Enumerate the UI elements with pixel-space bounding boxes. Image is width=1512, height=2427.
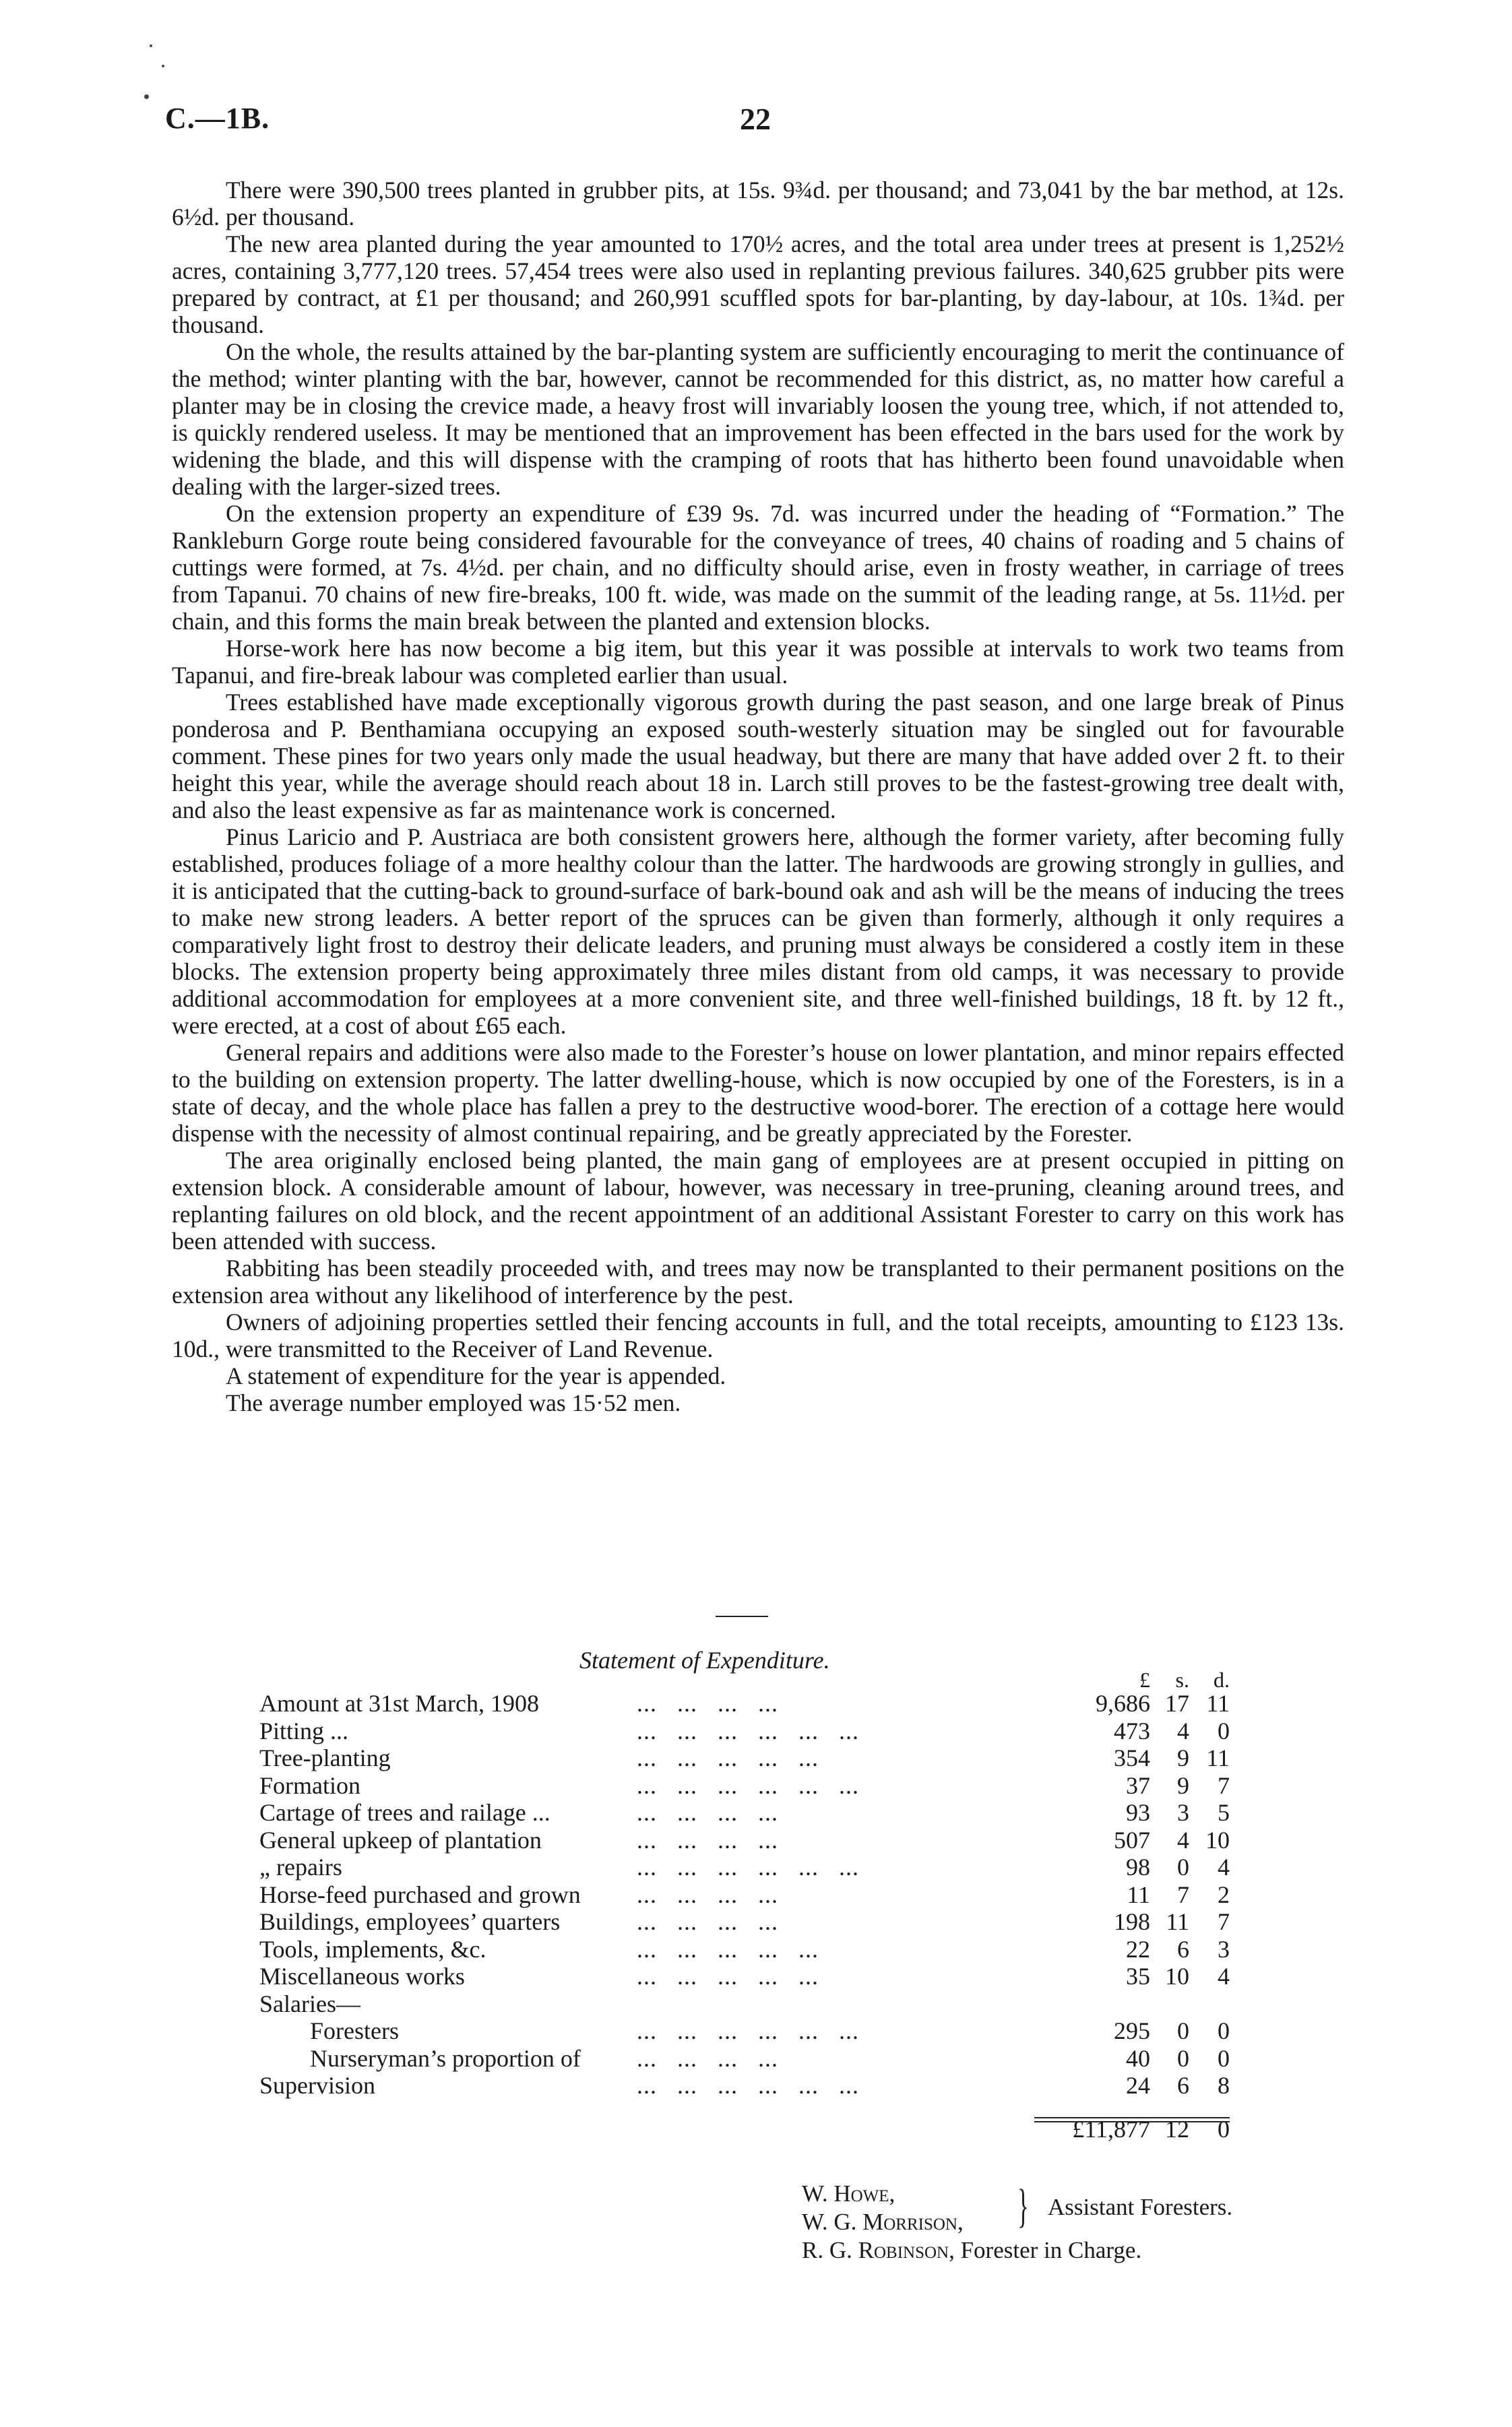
- statement-row-leader-dots: ... ... ... ... ... ...: [637, 1771, 859, 1799]
- statement-row: [259, 1963, 1230, 1990]
- parliamentary-reference: C.—1B.: [165, 102, 270, 135]
- statement-row: [259, 2017, 1230, 2045]
- statement-row-amount: [1028, 1744, 1230, 1772]
- print-speck: [162, 65, 164, 67]
- statement-row-amount: [1028, 1799, 1230, 1827]
- paragraph-horse-work: Horse-work here has now become a big item, but this year it was possible at intervals to work two teams from Tapanui, and fire-break labour was completed earlier than usual.: [172, 635, 1344, 689]
- amount-pounds: 198: [1114, 1908, 1150, 1935]
- paragraph-statement-note: A statement of expenditure for the year is appended.: [226, 1362, 726, 1389]
- paragraph-pinus-laricio: Pinus Laricio and P. Austriaca are both consistent growers here, although the former variety, after becoming fully established, produces foliage of a more healthy colour than the latter. The hardwoods are growing strongly in gullies, and it is anticipated that the cutting-back to ground-surface of bark-bound oak and ash will be the means of inducing the trees to make new strong leaders. A better report of the spruces can be given than formerly, although it only requires a comparatively light frost to destroy their delicate leaders, and pruning must always be considered a costly item in these blocks. The extension property being approximately three miles distant from old camps, it was necessary to provide additional accommodation for employees at a more convenient site, and three well-finished buildings, 18 ft. by 12 ft., were erected, at a cost of about £65 each.: [172, 823, 1344, 1039]
- expenditure-statement: [259, 1670, 1230, 2143]
- statement-rows: [259, 1690, 1230, 2100]
- statement-row: [259, 1744, 1230, 1772]
- statement-row-amount: [1028, 1854, 1230, 1881]
- amount-pounds: 22: [1126, 1935, 1150, 1963]
- statement-title: Statement of Expenditure.: [579, 1647, 830, 1674]
- amount-shillings: 0: [1177, 2044, 1189, 2072]
- amount-pence: 8: [1218, 2072, 1230, 2099]
- total-shillings: 12: [1165, 2115, 1189, 2143]
- statement-row-leader-dots: ... ... ... ...: [637, 1908, 778, 1935]
- paragraph-repairs: General repairs and additions were also made to the Forester’s house on lower plantation, and minor repairs effected to the building on extension property. The latter dwelling-house, which is now occupied by one of the Foresters, is in a state of decay, and the whole place has fallen a prey to the destructive wood-borer. The erection of a cottage here would dispense with the necessity of almost continual repairing, and be greatly appreciated by the Forester.: [172, 1039, 1344, 1147]
- statement-row-amount: [1028, 1990, 1230, 2018]
- amount-pence: 5: [1218, 1799, 1230, 1826]
- statement-row-amount: [1028, 2045, 1230, 2073]
- statement-row-label: Supervision: [259, 2072, 376, 2099]
- statement-row: [259, 1717, 1230, 1745]
- amount-pence: 7: [1218, 1908, 1230, 1935]
- signatory-robinson: R. G. Robinson,: [802, 2237, 955, 2263]
- statement-row-leader-dots: ... ... ... ...: [637, 1690, 778, 1717]
- paragraph-new-area: The new area planted during the year amounted to 170½ acres, and the total area under trees at present is 1,252½ acres, containing 3,777,120 trees. 57,454 trees were also used in replanting previous failures. 340,625 grubber pits were prepared by contract, at £1 per thousand; and 260,991 scuffled spots for bar-planting, by day-labour, at 10s. 1¾d. per thousand.: [172, 230, 1344, 338]
- amount-shillings: 7: [1177, 1881, 1189, 1908]
- statement-row-leader-dots: ... ... ... ... ... ...: [637, 2017, 859, 2044]
- amount-pence: 0: [1218, 2017, 1230, 2044]
- amount-shillings: 17: [1165, 1690, 1189, 1717]
- paragraph-employees: The average number employed was 15·52 men.: [226, 1389, 681, 1416]
- statement-row-leader-dots: ... ... ... ... ...: [637, 1963, 819, 1990]
- statement-row-label: Nurseryman’s proportion of: [310, 2044, 581, 2072]
- statement-row: [259, 1908, 1230, 1936]
- amount-shillings: 11: [1166, 1908, 1189, 1935]
- statement-row-leader-dots: ... ... ... ... ...: [637, 1744, 819, 1771]
- total-rule-upper: [1034, 2117, 1230, 2118]
- amount-pounds: 93: [1126, 1799, 1150, 1826]
- amount-pounds: 24: [1126, 2072, 1150, 2099]
- amount-pence: 7: [1218, 1771, 1230, 1799]
- pounds-header: £: [1139, 1668, 1150, 1692]
- pence-header: d.: [1214, 1668, 1230, 1692]
- statement-row-label: Foresters: [310, 2017, 399, 2044]
- paragraph-trees-planted: There were 390,500 trees planted in grubber pits, at 15s. 9¾d. per thousand; and 73,041 by the bar method, at 12s. 6½d. per thousand.: [172, 177, 1344, 230]
- statement-row-leader-dots: ... ... ... ... ... ...: [637, 1717, 859, 1744]
- statement-row-leader-dots: ... ... ... ... ... ...: [637, 2072, 859, 2099]
- amount-pounds: 37: [1126, 1771, 1150, 1799]
- amount-pence: 4: [1218, 1963, 1230, 1990]
- statement-row: [259, 2045, 1230, 2073]
- statement-row-amount: [1028, 2072, 1230, 2100]
- amount-pence: 0: [1218, 1717, 1230, 1744]
- amount-pence: 11: [1206, 1744, 1230, 1771]
- amount-shillings: 9: [1177, 1744, 1189, 1771]
- amount-pounds: 295: [1114, 2017, 1150, 2044]
- paragraph-fencing: Owners of adjoining properties settled their fencing accounts in full, and the total receipts, amounting to £123 13s. 10d., were transmitted to the Receiver of Land Revenue.: [172, 1309, 1344, 1362]
- statement-row: [259, 1799, 1230, 1827]
- statement-row-leader-dots: ... ... ... ...: [637, 1799, 778, 1826]
- statement-row-amount: [1028, 1690, 1230, 1717]
- statement-row-amount: [1028, 1717, 1230, 1745]
- statement-row-label: Miscellaneous works: [259, 1963, 465, 1990]
- report-body: [172, 177, 1344, 1416]
- statement-row-label: Amount at 31st March, 1908: [259, 1690, 539, 1717]
- statement-row-amount: [1028, 1881, 1230, 1909]
- statement-row-label: „ repairs: [259, 1854, 342, 1881]
- paragraph-pitting: The area originally enclosed being planted, the main gang of employees are at present occupied in pitting on extension block. A considerable amount of labour, however, was necessary in tree-pruning, cleaning around trees, and replanting failures on old block, and the recent appointment of an additional Assistant Forester to carry on this work has been attended with success.: [172, 1147, 1344, 1255]
- statement-row-label: Horse-feed purchased and grown: [259, 1881, 581, 1908]
- statement-row-leader-dots: ... ... ... ...: [637, 1881, 778, 1908]
- section-divider: [716, 1616, 768, 1617]
- statement-row-leader-dots: ... ... ... ... ...: [637, 1935, 819, 1963]
- amount-pence: 11: [1206, 1690, 1230, 1717]
- amount-pence: 10: [1205, 1826, 1230, 1854]
- statement-row-amount: [1028, 1963, 1230, 1990]
- statement-row-label: Formation: [259, 1771, 360, 1799]
- statement-row-leader-dots: ... ... ... ...: [637, 1826, 778, 1854]
- statement-row-amount: [1028, 1936, 1230, 1963]
- statement-row-label: Salaries—: [259, 1990, 360, 2017]
- statement-row: [259, 1690, 1230, 1717]
- statement-row: [259, 1854, 1230, 1881]
- amount-shillings: 6: [1177, 2072, 1189, 2099]
- statement-row-label: General upkeep of plantation: [259, 1826, 542, 1854]
- amount-shillings: 3: [1177, 1799, 1189, 1826]
- amount-shillings: 4: [1177, 1826, 1189, 1854]
- statement-row-leader-dots: ... ... ... ... ... ...: [637, 1854, 859, 1881]
- signatory-robinson-line: [802, 2236, 1141, 2265]
- statement-column-headers: [259, 1670, 1230, 1690]
- statement-row: [259, 1990, 1230, 2018]
- total-rule-lower: [1034, 2121, 1230, 2122]
- amount-pounds: 9,686: [1096, 1690, 1150, 1717]
- amount-shillings: 10: [1165, 1963, 1189, 1990]
- statement-total-row: [259, 2116, 1230, 2143]
- amount-pence: 4: [1218, 1854, 1230, 1881]
- amount-shillings: 9: [1177, 1771, 1189, 1799]
- amount-pounds: 98: [1126, 1854, 1150, 1881]
- forester-role: Forester in Charge.: [960, 2237, 1142, 2263]
- amount-pence: 0: [1218, 2044, 1230, 2072]
- statement-row: [259, 1936, 1230, 1963]
- amount-shillings: 4: [1177, 1717, 1189, 1744]
- statement-row-label: Buildings, employees’ quarters: [259, 1908, 561, 1935]
- statement-row-amount: [1028, 1827, 1230, 1854]
- amount-pounds: 354: [1114, 1744, 1150, 1771]
- amount-shillings: 0: [1177, 1854, 1189, 1881]
- amount-pounds: 507: [1114, 1826, 1150, 1854]
- statement-row-leader-dots: ... ... ... ...: [637, 2044, 778, 2072]
- statement-row: [259, 1772, 1230, 1800]
- statement-row-amount: [1028, 1772, 1230, 1800]
- signatory-howe: W. Howe,: [802, 2180, 895, 2207]
- signature-brace: }: [1017, 2180, 1029, 2232]
- statement-row-label: Cartage of trees and railage ...: [259, 1799, 550, 1826]
- total-pounds: £11,877: [1072, 2115, 1150, 2143]
- amount-pounds: 35: [1126, 1963, 1150, 1990]
- paragraph-growth: Trees established have made exceptionally vigorous growth during the past season, and one large break of Pinus ponderosa and P. Benthamiana occupying an exposed south-westerly situation may be singled out for favourable comment. These pines for two years only made the usual headway, but there are many that have added over 2 ft. to their height this year, while the average should reach about 18 in. Larch still proves to be the fastest-growing tree dealt with, and also the least expensive as far as maintenance work is concerned.: [172, 689, 1344, 823]
- amount-pence: 2: [1218, 1881, 1230, 1908]
- amount-pence: 3: [1218, 1935, 1230, 1963]
- assistant-role: Assistant Foresters.: [1048, 2194, 1233, 2220]
- statement-row-amount: [1028, 2017, 1230, 2045]
- paragraph-extension-property: On the extension property an expenditure of £39 9s. 7d. was incurred under the heading of “Formation.” The Rankleburn Gorge route being considered favourable for the conveyance of trees, 40 chains of roading and 5 chains of cuttings were formed, at 7s. 4½d. per chain, and no difficulty should arise, even in frosty weather, in carriage of trees from Tapanui. 70 chains of new fire-breaks, 100 ft. wide, was made on the summit of the leading range, at 5s. 11½d. per chain, and this forms the main break between the planted and extension blocks.: [172, 500, 1344, 635]
- paragraph-bar-planting: On the whole, the results attained by the bar-planting system are sufficiently encouraging to merit the continuance of the method; winter planting with the bar, however, cannot be recommended for this district, as, no matter how careful a planter may be in closing the crevice made, a heavy frost will invariably loosen the young tree, which, if not attended to, is quickly rendered useless. It may be mentioned that an improvement has been effected in the bars used for the work by widening the blade, and this will dispense with the cramping of roots that has hitherto been found unavoidable when dealing with the larger-sized trees.: [172, 338, 1344, 500]
- amount-pounds: 11: [1127, 1881, 1150, 1908]
- statement-row-label: Tools, implements, &c.: [259, 1935, 486, 1963]
- statement-row: [259, 2072, 1230, 2100]
- total-pence: 0: [1218, 2115, 1230, 2143]
- statement-row-label: Tree-planting: [259, 1744, 391, 1771]
- signature-block: [802, 2180, 1141, 2265]
- paragraph-rabbiting: Rabbiting has been steadily proceeded with, and trees may now be transplanted to their permanent positions on the extension area without any likelihood of interference by the pest.: [172, 1255, 1344, 1309]
- print-speck: [150, 44, 152, 47]
- statement-row-amount: [1028, 1908, 1230, 1936]
- page-number: 22: [740, 102, 771, 136]
- amount-pounds: 473: [1114, 1717, 1150, 1744]
- statement-row-label: Pitting ...: [259, 1717, 349, 1744]
- print-speck: [144, 94, 149, 99]
- amount-shillings: 0: [1177, 2017, 1189, 2044]
- amount-shillings: 6: [1177, 1935, 1189, 1963]
- signatory-morrison: W. G. Morrison,: [802, 2209, 964, 2235]
- statement-row: [259, 1881, 1230, 1909]
- amount-pounds: 40: [1126, 2044, 1150, 2072]
- statement-row: [259, 1827, 1230, 1854]
- shillings-header: s.: [1175, 1668, 1189, 1692]
